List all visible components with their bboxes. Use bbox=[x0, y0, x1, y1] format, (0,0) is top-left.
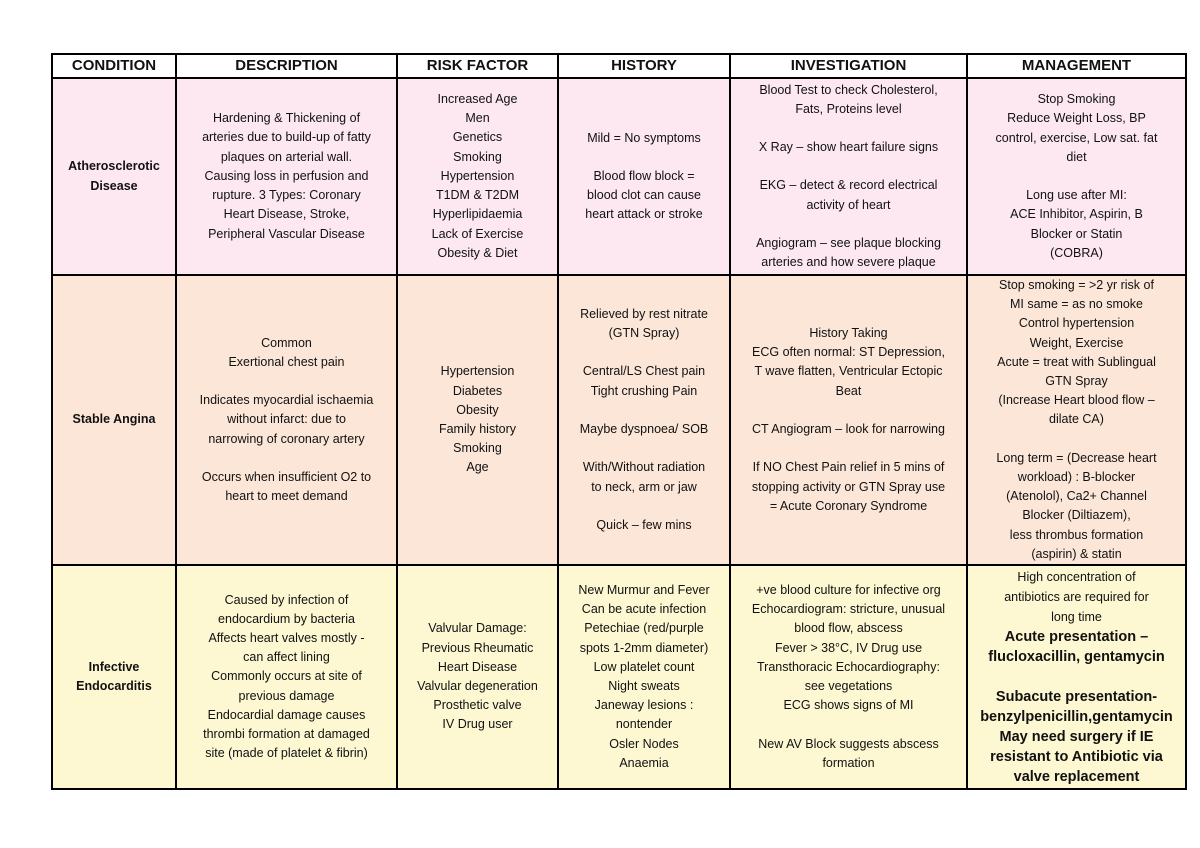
cell-line: Mild = No symptoms bbox=[587, 130, 701, 145]
cell-line: Stop smoking = >2 yr risk of bbox=[999, 278, 1154, 292]
cell-line: formation bbox=[822, 755, 875, 770]
cell-line bbox=[562, 148, 726, 167]
cell-line: Janeway lesions : bbox=[594, 698, 694, 713]
header-investigation: INVESTIGATION bbox=[730, 54, 967, 78]
cell-line: Angiogram – see plaque blocking bbox=[756, 236, 941, 251]
cell-line: rupture. 3 Types: Coronary bbox=[212, 188, 361, 203]
cell-line bbox=[734, 715, 963, 734]
cell-line: Blood flow block = bbox=[593, 168, 695, 183]
cell-line: stopping activity or GTN Spray use bbox=[751, 479, 946, 494]
cell-line: see vegetations bbox=[804, 679, 893, 694]
cell-line bbox=[971, 167, 1182, 186]
cell-line: High concentration of bbox=[1017, 570, 1136, 585]
table-row bbox=[52, 565, 1186, 789]
header-row bbox=[52, 54, 1186, 78]
cell-line: Stop Smoking bbox=[1037, 92, 1116, 107]
cell-line: Hardening & Thickening of bbox=[212, 111, 361, 126]
cell-line: Valvular Damage: bbox=[428, 621, 527, 636]
description-cell bbox=[176, 78, 397, 275]
cell-line: Blood Test to check Cholesterol, bbox=[759, 82, 938, 97]
cell-line: Valvular degeneration bbox=[417, 679, 538, 694]
cell-line: benzylpenicillin,gentamycin bbox=[980, 708, 1173, 725]
cell-line: ECG often normal: ST Depression, bbox=[752, 345, 945, 360]
table-row bbox=[52, 78, 1186, 275]
cell-line: endocardium by bacteria bbox=[218, 611, 355, 626]
investigation-cell bbox=[730, 275, 967, 565]
cell-line: Low platelet count bbox=[593, 659, 695, 674]
cell-line bbox=[734, 401, 963, 420]
cell-line: Age bbox=[466, 460, 489, 475]
cell-line: heart attack or stroke bbox=[585, 207, 703, 222]
cell-line: T1DM & T2DM bbox=[435, 188, 520, 203]
cell-line: Echocardiogram: stricture, unusual bbox=[751, 602, 946, 617]
cell-line: Blocker (Diltiazem), bbox=[1022, 508, 1131, 523]
risk-factor-cell bbox=[397, 275, 558, 565]
cell-line: Hypertension bbox=[440, 364, 515, 379]
cell-line: Control hypertension bbox=[1018, 316, 1135, 331]
cell-line: resistant to Antibiotic via bbox=[990, 748, 1163, 765]
cell-line bbox=[734, 215, 963, 234]
cell-line: diet bbox=[1066, 149, 1087, 164]
cell-line bbox=[562, 439, 726, 458]
cell-line: (Atenolol), Ca2+ Channel bbox=[1006, 489, 1147, 504]
cell-line: History Taking bbox=[809, 326, 888, 341]
management-bold-text bbox=[971, 627, 1182, 786]
cell-line: Long use after MI: bbox=[1026, 188, 1127, 203]
cell-line: ECG shows signs of MI bbox=[783, 698, 914, 713]
cell-line: Fever > 38°C, IV Drug use bbox=[774, 640, 923, 655]
cell-line bbox=[971, 430, 1182, 449]
cell-line: May need surgery if IE bbox=[999, 728, 1154, 745]
cell-line: Relieved by rest nitrate bbox=[580, 306, 708, 321]
cell-line: blood clot can cause bbox=[587, 188, 701, 203]
comparison-table bbox=[51, 53, 1187, 790]
cell-line: flucloxacillin, gentamycin bbox=[988, 649, 1165, 666]
cell-line: Causing loss in perfusion and bbox=[204, 168, 369, 183]
cell-line: Common bbox=[261, 335, 312, 350]
cell-line: Maybe dyspnoea/ SOB bbox=[579, 422, 709, 437]
cell-line: arteries and how severe plaque bbox=[761, 255, 936, 270]
cell-line bbox=[562, 401, 726, 420]
table-row bbox=[52, 275, 1186, 565]
cell-line bbox=[180, 372, 393, 391]
cell-line: antibiotics are required for bbox=[1004, 590, 1149, 605]
cell-line: EKG – detect & record electrical bbox=[759, 178, 938, 193]
cell-line: Osler Nodes bbox=[609, 736, 679, 751]
cell-line: New Murmur and Fever bbox=[578, 583, 710, 598]
cell-line: arteries due to build-up of fatty bbox=[202, 130, 371, 145]
cell-line: less thrombus formation bbox=[1009, 527, 1144, 542]
cell-line: Affects heart valves mostly - bbox=[208, 631, 365, 646]
cell-line bbox=[734, 439, 963, 458]
cell-line: Diabetes bbox=[452, 383, 503, 398]
cell-line: Smoking bbox=[453, 149, 502, 164]
cell-line: Stable Angina bbox=[72, 412, 156, 427]
cell-line bbox=[971, 667, 1182, 686]
cell-line: Transthoracic Echocardiography: bbox=[757, 659, 940, 674]
risk-factor-cell bbox=[397, 78, 558, 275]
cell-line: Previous Rheumatic bbox=[421, 640, 534, 655]
cell-line bbox=[180, 449, 393, 468]
cell-line: Increased Age bbox=[437, 92, 518, 107]
cell-line: ACE Inhibitor, Aspirin, B bbox=[1010, 207, 1143, 222]
cell-line: +ve blood culture for infective org bbox=[756, 583, 941, 598]
cell-line: nontender bbox=[615, 717, 673, 732]
condition-cell bbox=[52, 275, 176, 565]
cell-line: Central/LS Chest pain bbox=[582, 364, 706, 379]
cell-line: activity of heart bbox=[806, 197, 891, 212]
cell-line: T wave flatten, Ventricular Ectopic bbox=[754, 364, 943, 379]
cell-line: IV Drug user bbox=[442, 717, 513, 732]
cell-line: narrowing of coronary artery bbox=[208, 431, 365, 446]
cell-line: to neck, arm or jaw bbox=[591, 479, 697, 494]
cell-line: plaques on arterial wall. bbox=[220, 149, 353, 164]
header-condition: CONDITION bbox=[52, 54, 176, 78]
cell-line: = Acute Coronary Syndrome bbox=[769, 498, 928, 513]
cell-line: Infective bbox=[88, 659, 140, 674]
condition-cell bbox=[52, 78, 176, 275]
cell-line: CT Angiogram – look for narrowing bbox=[752, 422, 945, 437]
header-description: DESCRIPTION bbox=[176, 54, 397, 78]
cell-line: Occurs when insufficient O2 to bbox=[201, 470, 372, 484]
cell-line: previous damage bbox=[238, 688, 335, 703]
cell-line: Heart Disease, Stroke, bbox=[223, 207, 350, 222]
cell-line: With/Without radiation bbox=[582, 460, 706, 475]
cell-line bbox=[734, 157, 963, 176]
cell-line: Long term = (Decrease heart bbox=[996, 450, 1157, 465]
cell-line: valve replacement bbox=[1013, 768, 1140, 785]
cell-line: heart to meet demand bbox=[225, 489, 348, 504]
cell-line: Atherosclerotic bbox=[68, 159, 160, 174]
header-history: HISTORY bbox=[558, 54, 730, 78]
cell-line: Petechiae (red/purple bbox=[584, 621, 704, 636]
cell-line: control, exercise, Low sat. fat bbox=[995, 130, 1158, 145]
header-management: MANAGEMENT bbox=[967, 54, 1186, 78]
cell-line: dilate CA) bbox=[1049, 412, 1104, 427]
cell-line: workload) : B-blocker bbox=[1017, 470, 1136, 485]
cell-line: Lack of Exercise bbox=[431, 226, 524, 241]
cell-line: Weight, Exercise bbox=[1029, 335, 1124, 350]
cell-line: Tight crushing Pain bbox=[590, 383, 698, 398]
cell-line: Endocarditis bbox=[76, 679, 152, 694]
description-cell bbox=[176, 275, 397, 565]
management-cell bbox=[967, 275, 1186, 565]
cell-line: Anaemia bbox=[619, 755, 669, 770]
cell-line bbox=[562, 343, 726, 362]
cell-line: site (made of platelet & fibrin) bbox=[205, 746, 368, 761]
cell-line: (COBRA) bbox=[1050, 245, 1103, 260]
cell-line: blood flow, abscess bbox=[794, 621, 903, 636]
investigation-cell bbox=[730, 78, 967, 275]
cell-line: (GTN Spray) bbox=[608, 326, 680, 341]
cell-line: Reduce Weight Loss, BP bbox=[1007, 111, 1146, 126]
cell-line: Exertional chest pain bbox=[228, 354, 345, 369]
cell-line: spots 1-2mm diameter) bbox=[579, 640, 709, 655]
history-cell bbox=[558, 275, 730, 565]
cell-line: MI same = as no smoke bbox=[1009, 297, 1144, 312]
cell-line: Endocardial damage causes bbox=[207, 707, 366, 722]
cell-line: Fats, Proteins level bbox=[795, 101, 902, 116]
cell-line: Quick – few mins bbox=[596, 518, 692, 532]
cell-line: Peripheral Vascular Disease bbox=[208, 226, 365, 241]
cell-line: If NO Chest Pain relief in 5 mins of bbox=[752, 460, 945, 475]
cell-line: thrombi formation at damaged bbox=[203, 727, 370, 742]
management-plain-text bbox=[971, 567, 1182, 627]
cell-line: Beat bbox=[835, 383, 862, 398]
cell-line: Prosthetic valve bbox=[433, 698, 522, 713]
cell-line: Subacute presentation- bbox=[995, 688, 1158, 705]
cell-line: Caused by infection of bbox=[224, 592, 349, 607]
cell-line: Acute presentation – bbox=[1004, 629, 1149, 646]
cell-line: New AV Block suggests abscess bbox=[758, 736, 939, 751]
cell-line: Can be acute infection bbox=[581, 602, 707, 617]
cell-line: Hypertension bbox=[440, 168, 515, 183]
cell-line bbox=[562, 497, 726, 516]
cell-line: long time bbox=[1051, 610, 1102, 625]
cell-line: Genetics bbox=[452, 130, 503, 145]
risk-factor-cell bbox=[397, 565, 558, 789]
cell-line: Acute = treat with Sublingual bbox=[997, 354, 1156, 369]
cell-line: Heart Disease bbox=[437, 659, 518, 674]
cell-line: without infarct: due to bbox=[227, 412, 346, 427]
management-cell bbox=[967, 565, 1186, 789]
cell-line: Obesity & Diet bbox=[437, 245, 518, 260]
cell-line: can affect lining bbox=[243, 650, 330, 665]
condition-cell bbox=[52, 565, 176, 789]
cell-line: Men bbox=[465, 111, 490, 126]
cell-line: (aspirin) & statin bbox=[1031, 546, 1122, 561]
cell-line: GTN Spray bbox=[1045, 374, 1108, 389]
cell-line: Smoking bbox=[453, 441, 502, 456]
cell-line: (Increase Heart blood flow – bbox=[998, 393, 1155, 408]
cell-line: Family history bbox=[438, 422, 517, 437]
cell-line: X Ray – show heart failure signs bbox=[758, 140, 939, 155]
cell-line: Indicates myocardial ischaemia bbox=[199, 393, 374, 408]
history-cell bbox=[558, 565, 730, 789]
cell-line bbox=[734, 119, 963, 138]
cell-line: Disease bbox=[90, 178, 138, 193]
cell-line: Commonly occurs at site of bbox=[211, 669, 362, 684]
history-cell bbox=[558, 78, 730, 275]
cell-line: Hyperlipidaemia bbox=[432, 207, 523, 222]
description-cell bbox=[176, 565, 397, 789]
cell-line: Obesity bbox=[456, 402, 499, 417]
cell-line: Night sweats bbox=[608, 679, 680, 694]
cell-line: Blocker or Statin bbox=[1030, 226, 1123, 241]
investigation-cell bbox=[730, 565, 967, 789]
header-risk-factor: RISK FACTOR bbox=[397, 54, 558, 78]
management-cell bbox=[967, 78, 1186, 275]
